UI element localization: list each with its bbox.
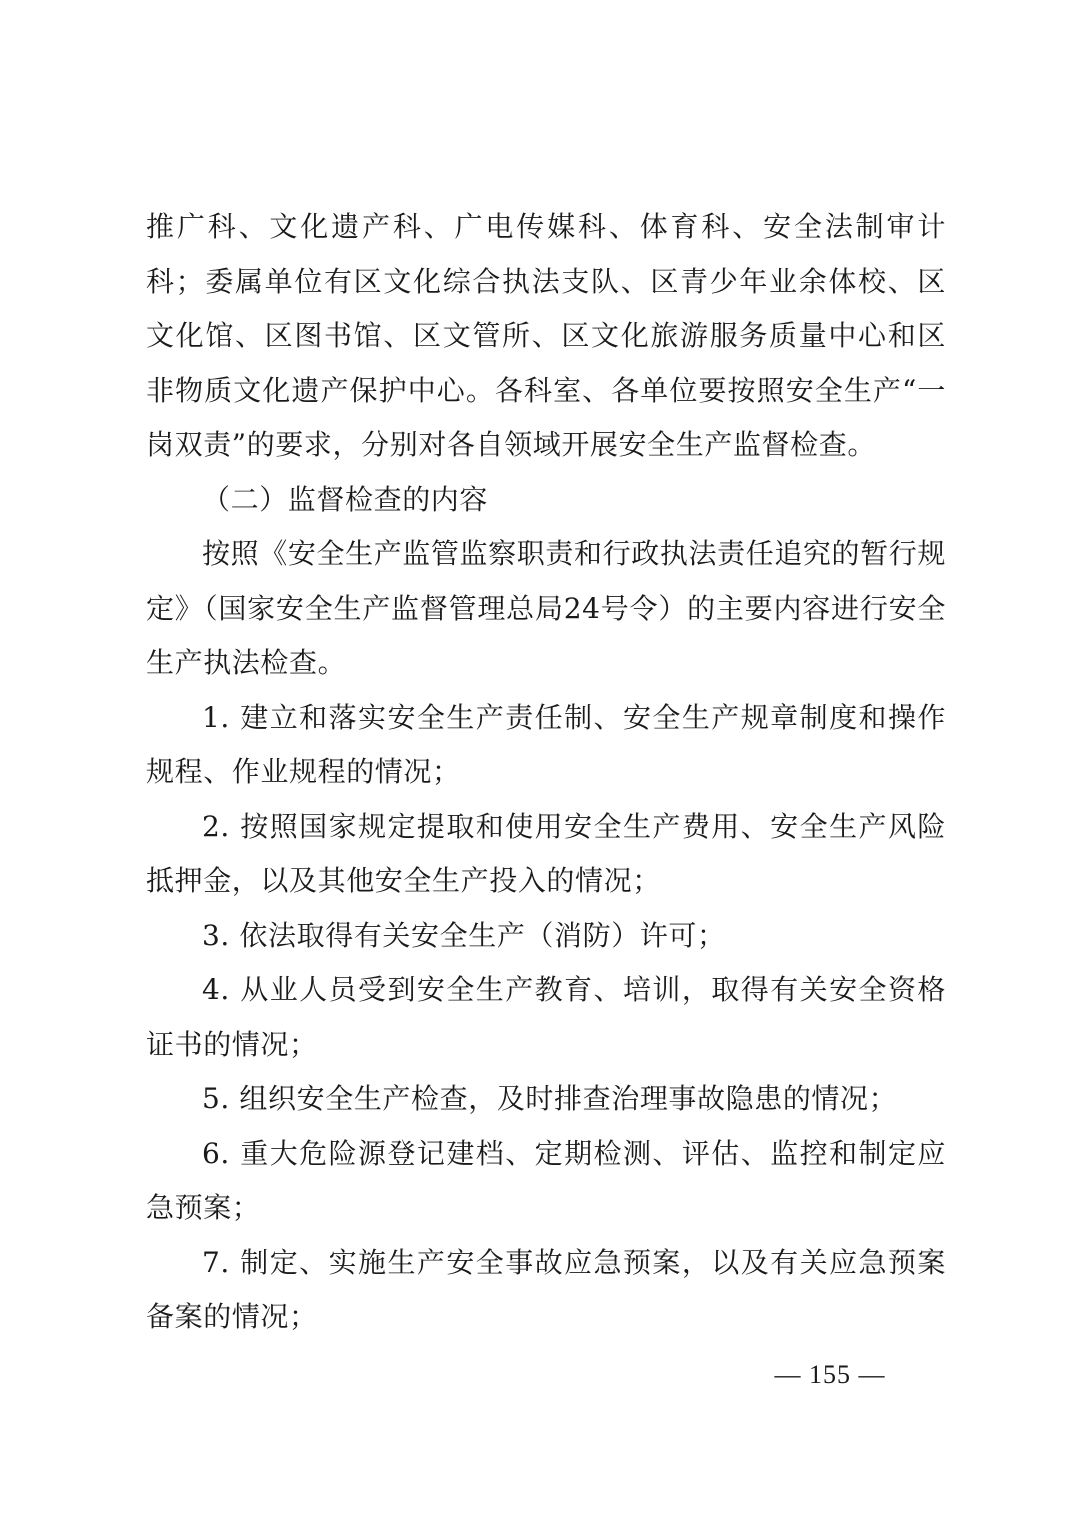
list-item-6: 6. 重大危险源登记建档、定期检测、评估、监控和制定应急预案； [146,1136,946,1224]
list-item-4: 4. 从业人员受到安全生产教育、培训，取得有关安全资格证书的情况； [146,973,946,1061]
paragraph-inspection-basis: 按照《安全生产监管监察职责和行政执法责任追究的暂行规定》（国家安全生产监督管理总局24号令）的主要内容进行安全生产执法检查。 [146,537,946,679]
list-item-7: 7. 制定、实施生产安全事故应急预案，以及有关应急预案备案的情况； [146,1245,946,1333]
list-item-3: 3. 依法取得有关安全生产（消防）许可； [202,918,726,952]
list-item-5: 5. 组织安全生产检查，及时排查治理事故隐患的情况； [202,1082,898,1115]
paragraph-units-continued: 推广科、文化遗产科、广电传媒科、体育科、安全法制审计科；委属单位有区文化综合执法支队、区青少年业余体校、区文化馆、区图书馆、区文管所、区文化旅游服务质量中心和区非物质文化遗产保护中心。各科室、各单位要按照安全生产“一岗双责”的要求，分别对各自领域开展安全生产监督检查。 [146,210,946,461]
list-item-1: 1. 建立和落实安全生产责任制、安全生产规章制度和操作规程、作业规程的情况； [146,700,946,788]
body-text [146,200,946,1345]
page-number: — 155 — [774,1360,886,1389]
list-item-2: 2. 按照国家规定提取和使用安全生产费用、安全生产风险抵押金，以及其他安全生产投入的情况； [146,809,946,897]
section-heading-inspection-content: （二）监督检查的内容 [202,482,489,516]
